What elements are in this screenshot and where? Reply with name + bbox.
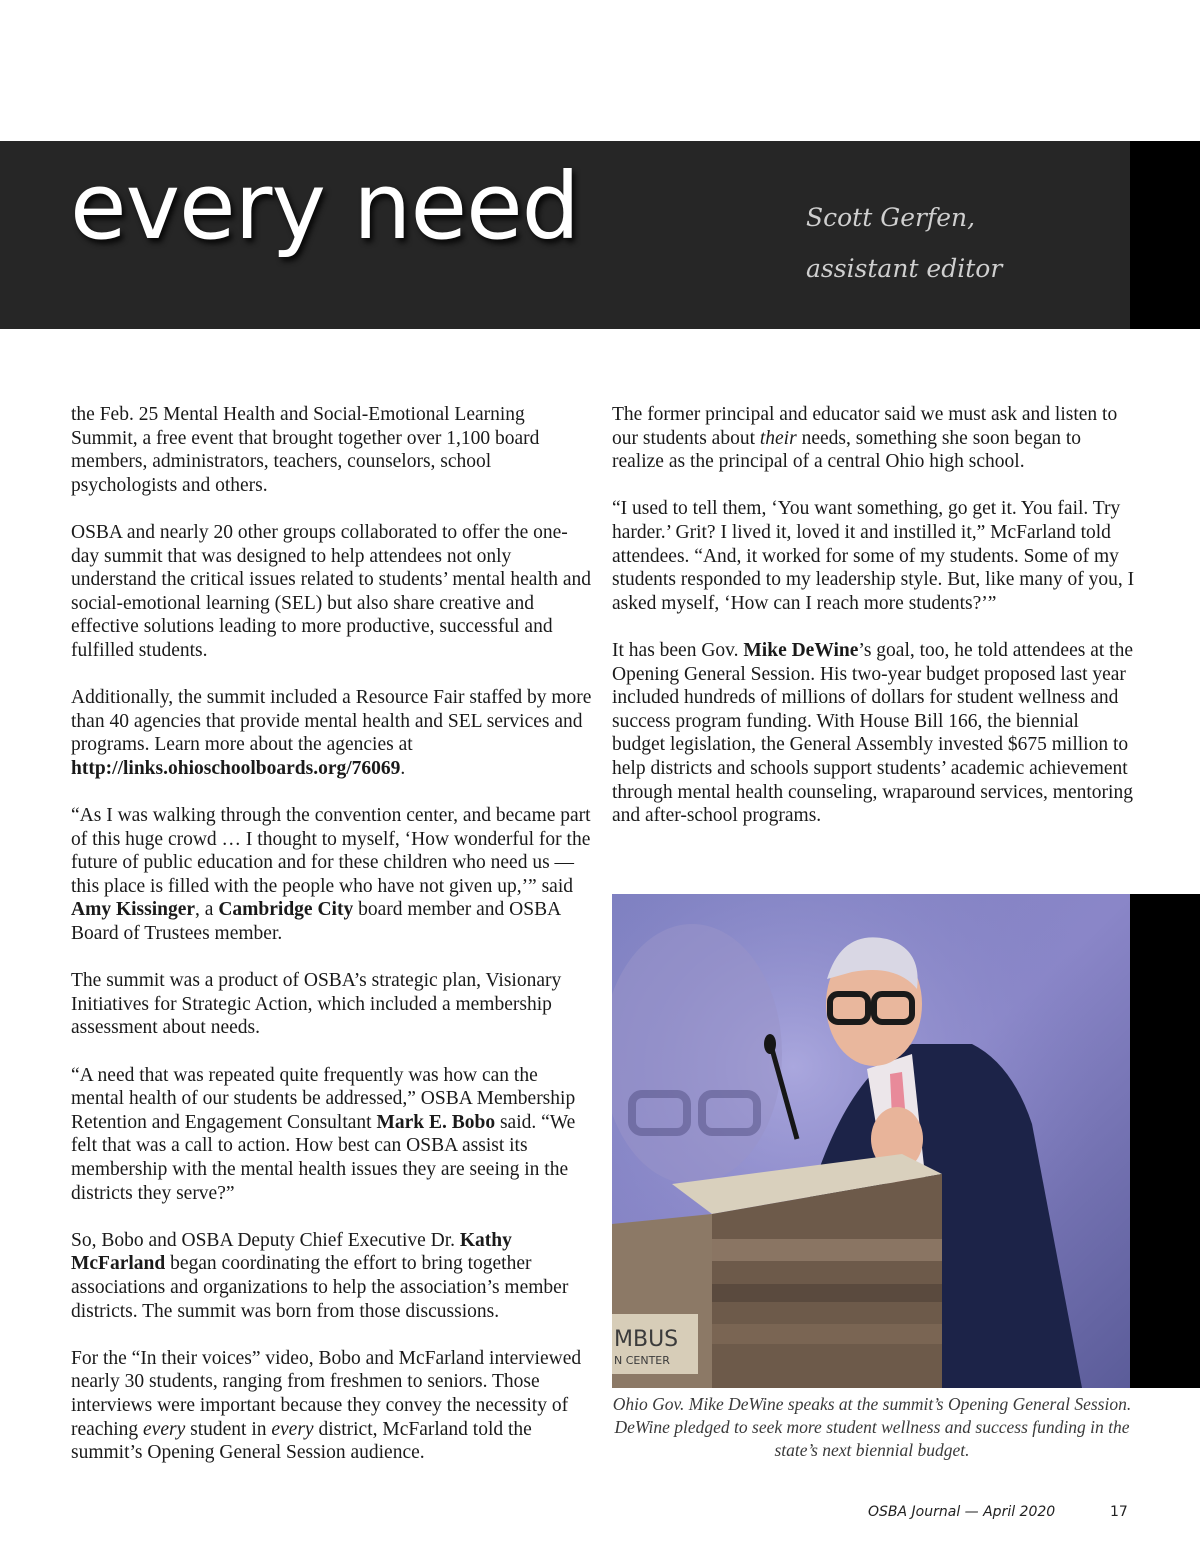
podium-sign-subtext: N CENTER [614,1354,670,1367]
paragraph: the Feb. 25 Mental Health and Social-Emotional Learning Summit, a free event that brought together over 1,100 board members, administrators, teachers, counselors, school psychologists and others. [71,404,540,496]
paragraph: The former principal and educator said we must ask and listen to our students about their needs, something she soon began to realize as the principal of a central Ohio high school. [612,404,1118,473]
footer-journal-title: OSBA Journal — April 2020 [868,1504,1056,1520]
paragraph: For the “In their voices” video, Bobo and McFarland interviewed nearly 30 students, ranging from freshmen to seniors. Those interviews were important because they convey the necessity of reaching every student in every district, McFarland told the summit’s Opening General Session audience. [71,1347,582,1464]
right-column [612,403,1136,851]
speaker-illustration [612,894,1130,1388]
paragraph: So, Bobo and OSBA Deputy Chief Executive Dr. Kathy McFarland began coordinating the effort to bring together associations and organizations to help the association’s member districts. The summit was born from those discussions. [71,1229,569,1322]
resource-link[interactable]: http://links.ohioschoolboards.org/76069 [71,757,401,779]
paragraph: The summit was a product of OSBA’s strategic plan, Visionary Initiatives for Strategic Action, which included a membership assessment about needs. [71,970,562,1039]
byline [806,192,1002,294]
paragraph: It has been Gov. Mike DeWine’s goal, too, he told attendees at the Opening General Session. His two-year budget proposed last year included hundreds of millions of dollars for student wellness and success program funding. With House Bill 166, the biennial budget legislation, the General Assembly invested $675 million to help districts and schools support students’ academic achievement through mental health counseling, wraparound services, mentoring and after-school programs. [612,639,1133,827]
photo-caption: Ohio Gov. Mike DeWine speaks at the summit’s Opening General Session. DeWine pledged to seek more student wellness and success funding in the state’s next biennial budget. [612,1394,1132,1460]
photo-edge-tab [1130,894,1200,1388]
paragraph: OSBA and nearly 20 other groups collaborated to offer the one-day summit that was designed to help attendees not only understand the critical issues related to students’ mental health and social-emotional learning (SEL) but also share creative and effective solutions leading to more productive, successful and fulfilled students. [71,521,592,661]
page-title: every need [70,153,580,260]
paragraph: Additionally, the summit included a Resource Fair staffed by more than 40 agencies that provide mental health and SEL services and programs. Learn more about the agencies at http://links.ohioschoolboards.org/76069. [71,687,592,779]
paragraph: “I used to tell them, ‘You want something, go get it. You fail. Try harder.’ Grit? I lived it, loved it and instilled it,” McFarland told attendees. “And, it worked for some of my students. Some of my students responded to my leadership style. But, like many of you, I asked myself, ‘How can I reach more students?’” [612,498,1135,614]
author-role: assistant editor [806,254,1003,283]
paragraph: “As I was walking through the convention center, and became part of this huge crowd … I thought to myself, ‘How wonderful for the future of public education and for these children who need us — this place is filled with the people who have not given up,’” said Amy Kissinger, a Cambridge City board member and OSBA Board of Trustees member. [71,805,591,945]
author-name: Scott Gerfen, [806,203,976,232]
banner-edge-tab [1130,141,1200,329]
speaker-photo [612,894,1130,1388]
left-column [71,403,593,1488]
podium-sign-text: MBUS [614,1327,679,1352]
page-number: 17 [1110,1504,1128,1520]
paragraph: “A need that was repeated quite frequently was how can the mental health of our students be addressed,” OSBA Membership Retention and Engagement Consultant Mark E. Bobo said. “We felt that was a call to action. How best can OSBA assist its membership with the mental health issues they are seeing in the districts they serve?” [71,1064,576,1204]
